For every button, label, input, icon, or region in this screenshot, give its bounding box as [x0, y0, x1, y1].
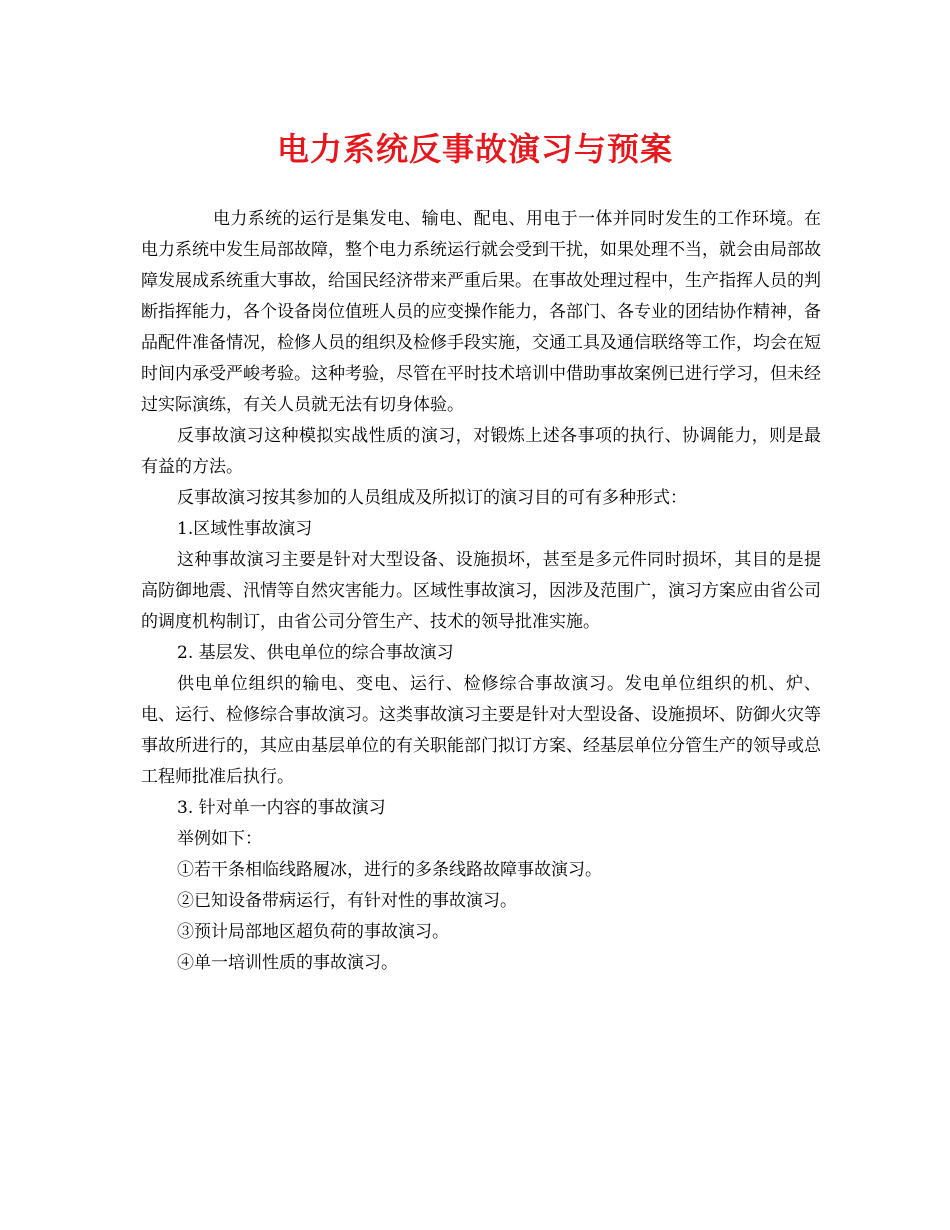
paragraph: 反事故演习按其参加的人员组成及所拟订的演习目的可有多种形式：	[177, 488, 687, 508]
document-title: 电力系统反事故演习与预案	[276, 130, 673, 168]
section-heading: 2. 基层发、供电单位的综合事故演习	[177, 643, 454, 663]
paragraph: 电力系统的运行是集发电、输电、配电、用电于一体并同时发生的工作环境。在电力系统中发生局部故障，整个电力系统运行就会受到干扰，如果处理不当，就会由局部故障发展成系统重大事故，给国民经济带来严重后果。在事故处理过程中，生产指挥人员的判断指挥能力，各个设备岗位值班人员的应变操作能力，各部门、各专业的团结协作精神，备品配件准备情况，检修人员的组织及检修手段实施，交通工具及通信联络等工作，均会在短时间内承受严峻考验。这种考验，尽管在平时技术培训中借助事故案例已进行学习，但未经过实际演练，有关人员就无法有切身体验。	[141, 209, 821, 415]
list-item: ①若干条相临线路履冰，进行的多条线路故障事故演习。	[177, 860, 602, 880]
paragraph: 举例如下：	[177, 829, 262, 849]
paragraph: 反事故演习这种模拟实战性质的演习，对锻炼上述各事项的执行、协调能力，则是最有益的方法。	[141, 426, 821, 477]
list-item: ④单一培训性质的事故演习。	[177, 953, 398, 973]
section-heading: 1.区域性事故演习	[177, 519, 313, 539]
list-item: ③预计局部地区超负荷的事故演习。	[177, 922, 449, 942]
paragraph: 这种事故演习主要是针对大型设备、设施损坏，甚至是多元件同时损坏，其目的是提高防御地震、汛情等自然灾害能力。区域性事故演习，因涉及范围广，演习方案应由省公司的调度机构制订，由省公司分管生产、技术的领导批准实施。	[141, 550, 821, 632]
paragraph: 供电单位组织的输电、变电、运行、检修综合事故演习。发电单位组织的机、炉、电、运行、检修综合事故演习。这类事故演习主要是针对大型设备、设施损坏、防御火灾等事故所进行的，其应由基层单位的有关职能部门拟订方案、经基层单位分管生产的领导或总工程师批准后执行。	[141, 674, 821, 787]
section-heading: 3. 针对单一内容的事故演习	[177, 798, 386, 818]
list-item: ②已知设备带病运行，有针对性的事故演习。	[177, 891, 517, 911]
document-body	[141, 204, 821, 979]
